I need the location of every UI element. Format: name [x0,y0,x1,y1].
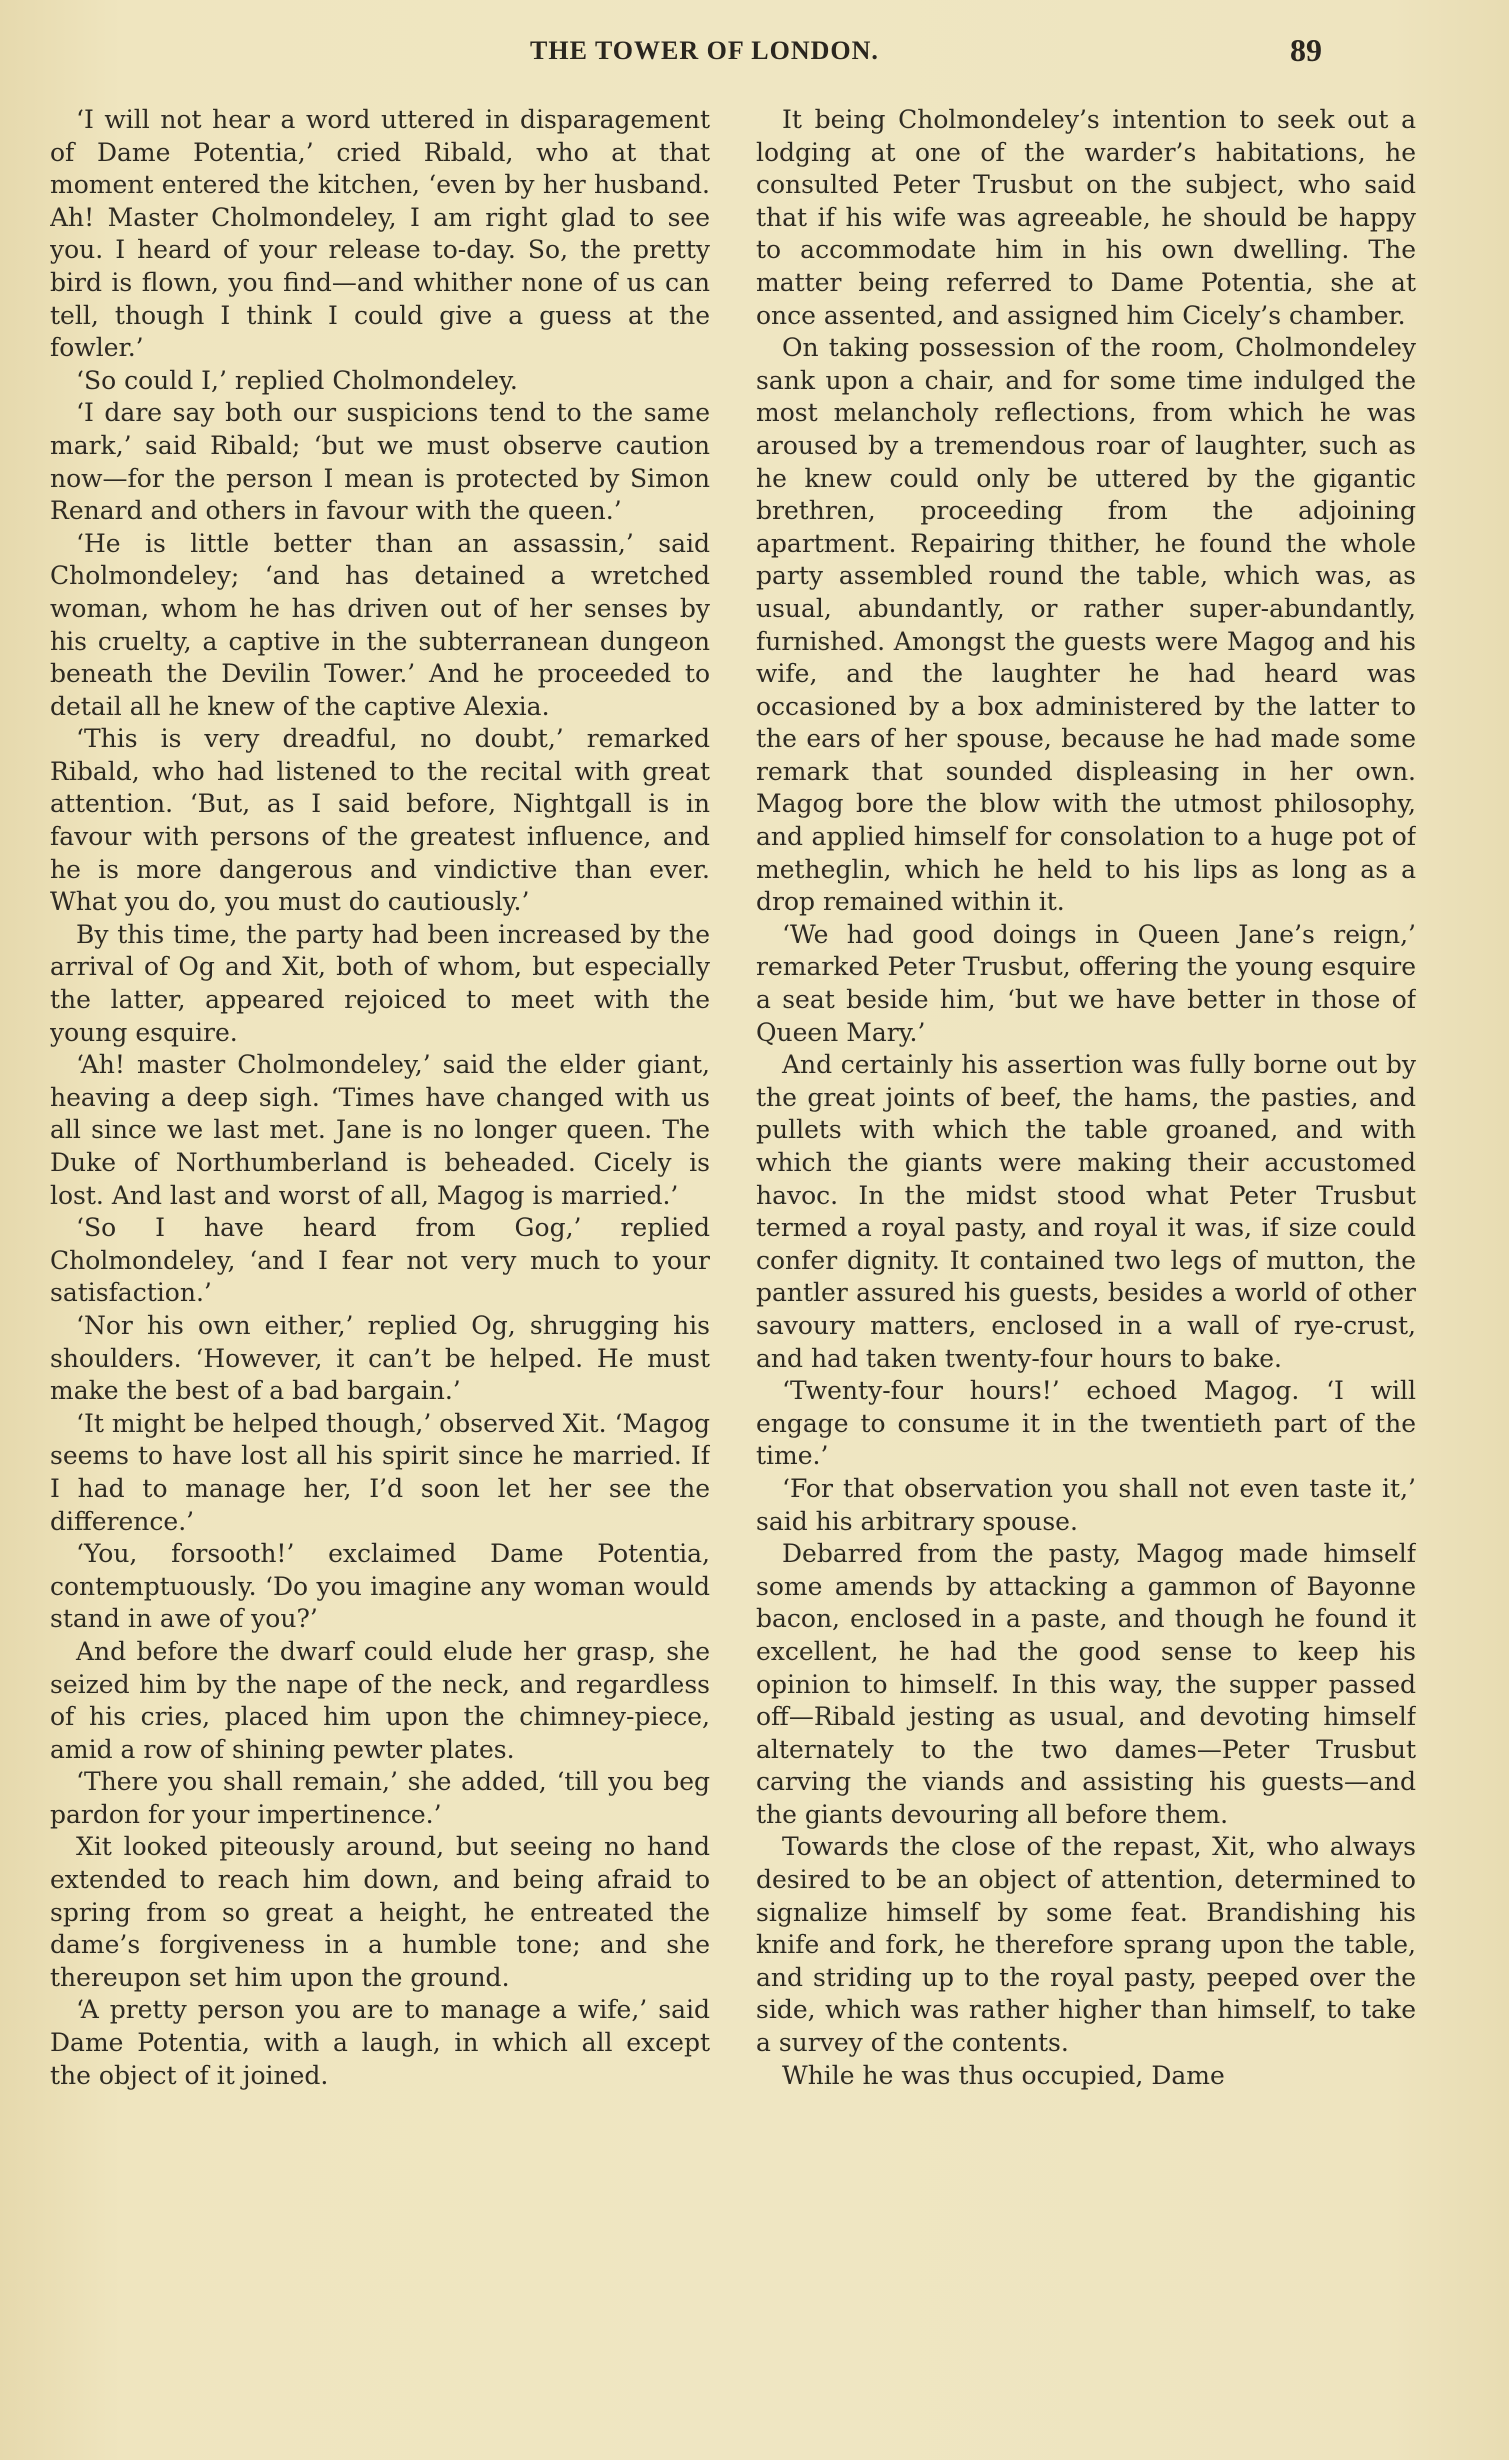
paragraph: And before the dwarf could elude her grasp, she seized him by the nape of the neck, and regardless of his cries, placed him upon the chimney-piece, amid a row of shining pewter plates. [50,1636,710,1764]
paragraph: ‘A pretty person you are to manage a wife,’ said Dame Potentia, with a laugh, in which all except the object of it joined. [50,1995,710,2090]
page-number: 89 [1290,32,1322,68]
paragraph: By this time, the party had been increased by the arrival of Og and Xit, both of whom, but especially the latter, appeared rejoiced to meet with the young esquire. [50,919,710,1047]
paragraph: ‘This is very dreadful, no doubt,’ remarked Ribald, who had listened to the recital with great attention. ‘But, as I said before, Nightgall is in favour with persons of the greatest influence, and he is more dangerous and vindictive than ever. What you do, you must do cautiously.’ [50,724,710,917]
paragraph: ‘So could I,’ replied Cholmondeley. [76,365,518,395]
paragraph: ‘So I have heard from Gog,’ replied Cholmondeley, ‘and I fear not very much to your satisfaction.’ [50,1213,710,1308]
paragraph: ‘Nor his own either,’ replied Og, shrugging his shoulders. ‘However, it can’t be helped. He must make the best of a bad bargain.’ [50,1310,710,1406]
paragraph: ‘Ah! master Cholmondeley,’ said the elder giant, heaving a deep sigh. ‘Times have changed with us all since we last met. Jane is no longer queen. The Duke of Northumberland is beheaded. Cicely is lost. And last and worst of all, Magog is married.’ [50,1050,710,1210]
paragraph: ‘I will not hear a word uttered in disparagement of Dame Potentia,’ cried Ribald, who at that moment entered the kitchen, ‘even by her husband. Ah! Master Cholmondeley, I am right glad to see you. I heard of your release to-day. So, the pretty bird is flown, you find—and whither none of us can tell, though I think I could give a guess at the fowler.’ [50,105,710,363]
paragraph: While he was thus occupied, Dame [782,2060,1225,2090]
paragraph: Towards the close of the repast, Xit, who always desired to be an object of attention, determined to signalize himself by some feat. Brandishing his knife and fork, he therefore sprang upon the table, and striding up to the royal pasty, peeped over the side, which was rather higher than himself, to take a survey of the contents. [756,1832,1416,2058]
paragraph: ‘There you shall remain,’ she added, ‘till you beg pardon for your impertinence.’ [50,1767,710,1829]
paragraph: ‘He is little better than an assassin,’ said Cholmondeley; ‘and has detained a wretched woman, whom he has driven out of her senses by his cruelty, a captive in the subterranean dungeon beneath the Devilin Tower.’ And he proceeded to detail all he knew of the captive Alexia. [50,528,710,721]
right-column [756,104,1416,2434]
paragraph: ‘For that observation you shall not even taste it,’ said his arbitrary spouse. [756,1473,1416,1536]
left-column [50,104,710,2434]
paragraph: It being Cholmondeley’s intention to seek out a lodging at one of the warder’s habitations, he consulted Peter Trusbut on the subject, who said that if his wife was agreeable, he should be happy to accommodate him in his own dwelling. The matter being referred to Dame Potentia, she at once assented, and assigned him Cicely’s chamber. [756,105,1416,330]
paragraph: Xit looked piteously around, but seeing no hand extended to reach him down, and being afraid to spring from so great a height, he entreated the dame’s forgiveness in a humble tone; and she thereupon set him upon the ground. [50,1832,710,1992]
paragraph: ‘We had good doings in Queen Jane’s reign,’ remarked Peter Trusbut, offering the young esquire a seat beside him, ‘but we have better in those of Queen Mary.’ [756,919,1416,1047]
paragraph: Debarred from the pasty, Magog made himself some amends by attacking a gammon of Bayonne bacon, enclosed in a paste, and though he found it excellent, he had the good sense to keep his opinion to himself. In this way, the supper passed off—Ribald jesting as usual, and devoting himself alternately to the two dames—Peter Trusbut carving the viands and assisting his guests—and the giants devouring all before them. [756,1539,1416,1829]
page-header [0,30,1509,80]
paragraph: On taking possession of the room, Cholmondeley sank upon a chair, and for some time indulged the most melancholy reflections, from which he was aroused by a tremendous roar of laughter, such as he knew could only be uttered by the gigantic brethren, proceeding from the adjoining apartment. Repairing thither, he found the whole party assembled round the table, which was, as usual, abundantly, or rather super-abundantly, furnished. Amongst the guests were Magog and his wife, and the laughter he had heard was occasioned by a box administered by the latter to the ears of her spouse, because he had made some remark that sounded displeasing in her own. Magog bore the blow with the utmost philosophy, and applied himself for consolation to a huge pot of metheglin, which he held to his lips as long as a drop remained within it. [756,333,1416,917]
paragraph: And certainly his assertion was fully borne out by the great joints of beef, the hams, the pasties, and pullets with which the table groaned, and with which the giants were making their accustomed havoc. In the midst stood what Peter Trusbut termed a royal pasty, and royal it was, if size could confer dignity. It contained two legs of mutton, the pantler assured his guests, besides a world of other savoury matters, enclosed in a wall of rye-crust, and had taken twenty-four hours to bake. [756,1050,1416,1373]
paragraph: ‘Twenty-four hours!’ echoed Magog. ‘I will engage to consume it in the twentieth part of the time.’ [756,1376,1416,1471]
paragraph: ‘You, forsooth!’ exclaimed Dame Potentia, contemptuously. ‘Do you imagine any woman would stand in awe of you?’ [50,1539,710,1634]
paragraph: ‘I dare say both our suspicions tend to the same mark,’ said Ribald; ‘but we must observe caution now—for the person I mean is protected by Simon Renard and others in favour with the queen.’ [50,398,710,526]
paragraph: ‘It might be helped though,’ observed Xit. ‘Magog seems to have lost all his spirit since he married. If I had to manage her, I’d soon let her see the difference.’ [50,1408,710,1536]
running-title: THE TOWER OF LONDON. [530,36,879,65]
